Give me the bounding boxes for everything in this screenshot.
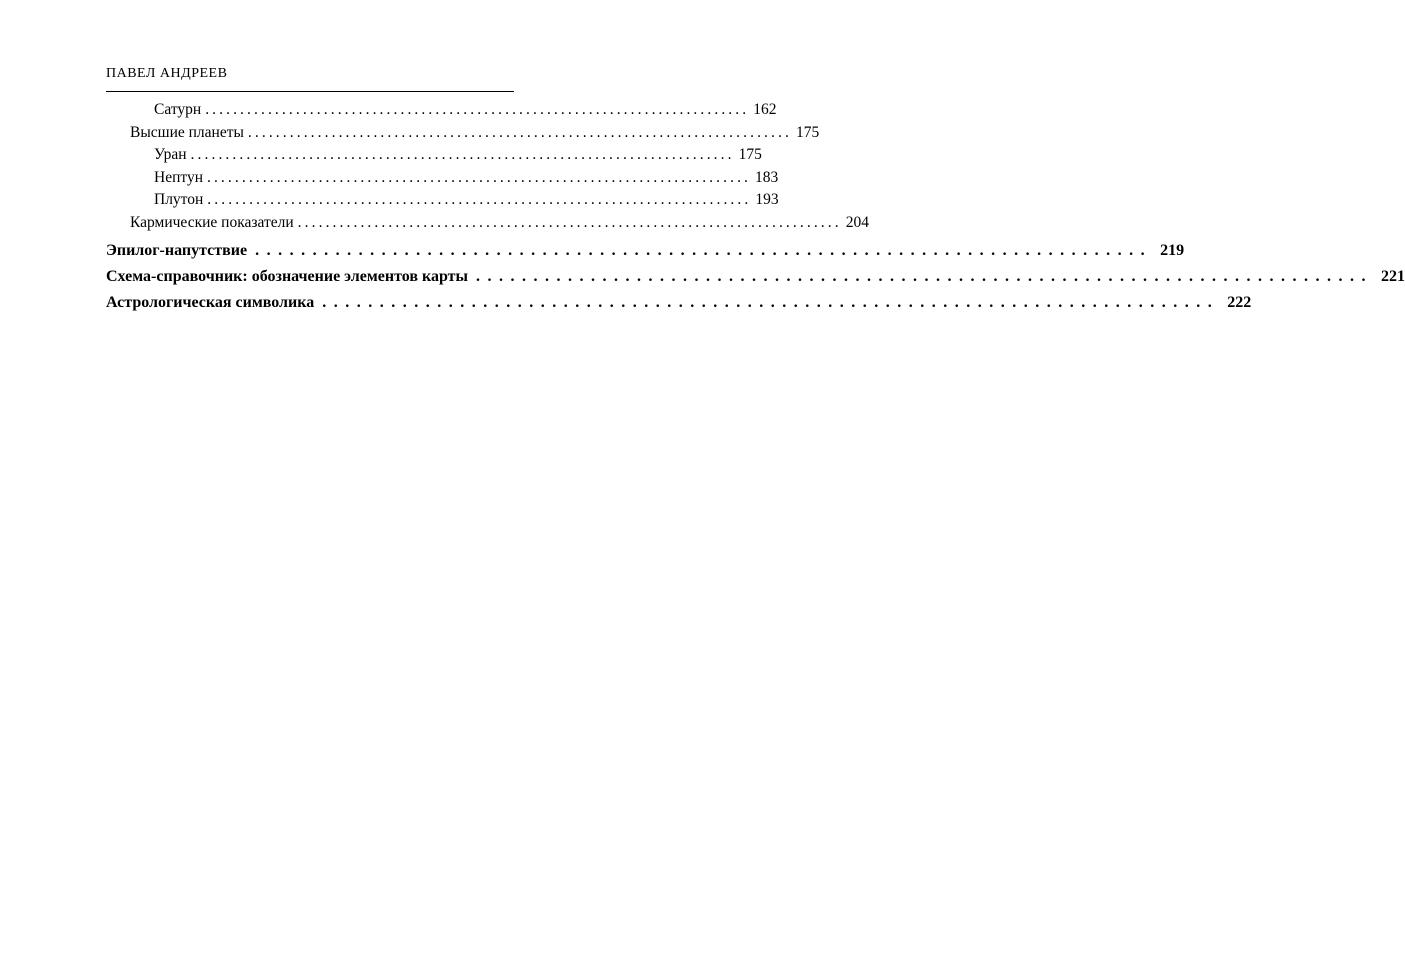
toc-entry[interactable] [106, 167, 779, 190]
toc-entry-page: 193 [755, 191, 779, 208]
table-of-contents [106, 99, 1405, 316]
toc-entry-page: 175 [795, 123, 820, 141]
toc-chapter-entry[interactable] [106, 238, 1185, 264]
toc-entry-title: Схема-справочник: обозначение элементов карты [106, 268, 469, 285]
toc-entry-page: 183 [755, 168, 779, 186]
toc-entry[interactable] [106, 144, 762, 167]
toc-entry-title: Эпилог-напутствие [106, 242, 248, 259]
toc-entry-title: Уран [154, 146, 187, 163]
dot-leader: .............................................................................. [207, 191, 752, 208]
toc-entry-title: Плутон [154, 191, 204, 208]
toc-entry-page: 175 [738, 146, 762, 163]
toc-entry-page: 221 [1381, 268, 1405, 285]
dot-leader: .............................................................................. [205, 101, 750, 118]
toc-entry-page: 222 [1227, 294, 1252, 311]
dot-leader: .............................................................................. [255, 242, 1153, 259]
toc-entry-title: Высшие планеты [130, 123, 244, 141]
dot-leader: .............................................................................. [247, 123, 792, 141]
dot-leader: .............................................................................. [190, 146, 735, 163]
toc-entry[interactable] [106, 189, 779, 212]
toc-entry-page: 219 [1160, 242, 1185, 259]
toc-entry[interactable] [106, 122, 820, 145]
toc-entry-page: 162 [753, 101, 777, 118]
dot-leader: .............................................................................. [297, 213, 842, 231]
header-rule [106, 91, 514, 92]
toc-entry[interactable] [106, 99, 777, 122]
toc-entry-title: Астрологическая символика [106, 294, 315, 311]
toc-entry[interactable] [106, 212, 869, 235]
toc-entry-title: Нептун [154, 168, 203, 186]
dot-leader: .............................................................................. [476, 268, 1374, 285]
dot-leader: .............................................................................. [206, 168, 752, 186]
toc-entry-page: 204 [845, 213, 869, 231]
toc-entry-title: Кармические показатели [130, 213, 294, 231]
toc-chapter-entry[interactable] [106, 290, 1252, 316]
dot-leader: .............................................................................. [322, 294, 1220, 311]
toc-entry-title: Сатурн [154, 101, 202, 118]
toc-chapter-entry[interactable] [106, 264, 1405, 290]
running-head: ПАВЕЛ АНДРЕЕВ [106, 66, 228, 81]
